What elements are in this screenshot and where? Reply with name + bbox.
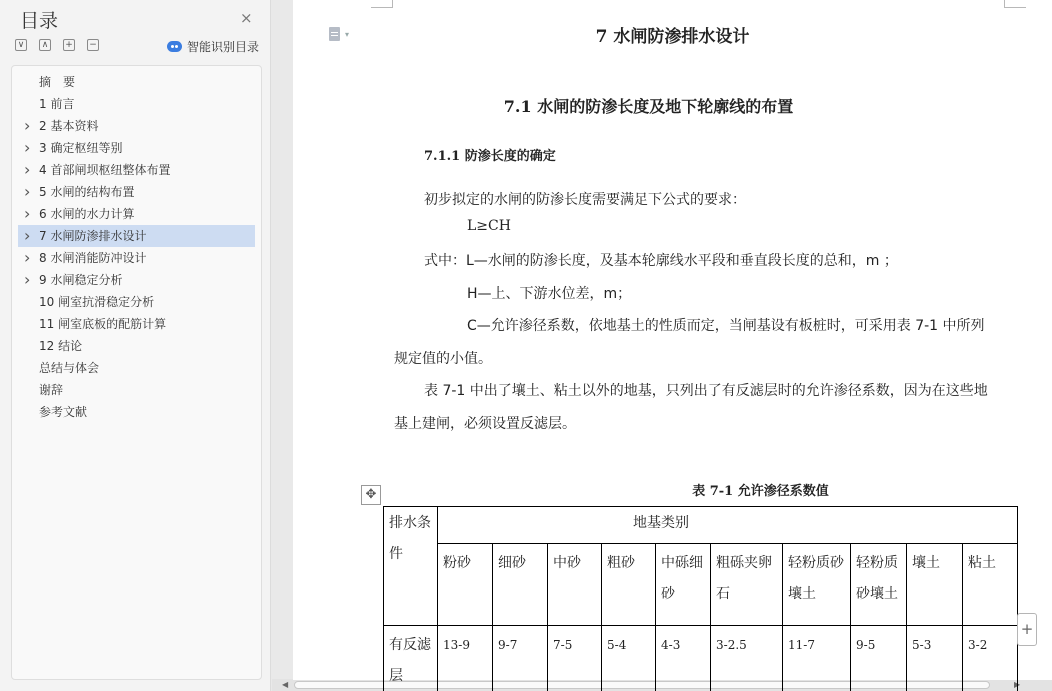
table-column-header: 轻粉质砂壤土: [783, 544, 851, 626]
table-cell: 3-2.5: [711, 626, 783, 691]
table-column-header: 中砂: [548, 544, 602, 626]
toc-item[interactable]: [18, 225, 255, 247]
toc-item[interactable]: [18, 357, 255, 379]
toc-item-label: 谢辞: [39, 383, 64, 397]
toc-item-label: 摘 要: [39, 75, 76, 89]
toc-item[interactable]: [18, 93, 255, 115]
table-column-header: 粉砂: [438, 544, 493, 626]
table-column-header: 细砂: [493, 544, 548, 626]
table-group-header: 地基类别: [438, 507, 1018, 544]
close-icon[interactable]: ×: [240, 9, 253, 27]
toc-item-label: 4 首部闸坝枢纽整体布置: [39, 163, 171, 177]
table-cell: 9-7: [493, 626, 548, 691]
ai-bot-icon: [167, 41, 182, 52]
table-cell: 7-5: [548, 626, 602, 691]
table-column-header: 中砾细砂: [656, 544, 711, 626]
table-cell: 5-4: [602, 626, 656, 691]
table-caption: 表 7-1 允许渗径系数值: [692, 484, 829, 499]
toc-item[interactable]: [18, 159, 255, 181]
toc-item[interactable]: [18, 137, 255, 159]
chevron-right-icon[interactable]: ›: [24, 116, 31, 135]
table-cell: 9-5: [851, 626, 907, 691]
table-header-row: [384, 544, 1018, 626]
chevron-right-icon[interactable]: ›: [24, 226, 31, 245]
permeability-table: [383, 506, 1021, 691]
table-cell: 3-2: [963, 626, 1018, 691]
remove-heading-icon[interactable]: −: [87, 39, 99, 51]
toc-item-label: 8 水闸消能防冲设计: [39, 251, 147, 265]
toc-item[interactable]: [18, 203, 255, 225]
collapse-all-icon[interactable]: ∨: [15, 39, 27, 51]
expand-up-icon[interactable]: ∧: [39, 39, 51, 51]
scroll-left-icon[interactable]: ◀: [282, 680, 289, 689]
toc-item[interactable]: [18, 71, 255, 93]
section-title: 7.1 水闸的防渗长度及地下轮廓线的布置: [503, 97, 794, 116]
toc-item-label: 1 前言: [39, 97, 75, 111]
toc-item-label: 7 水闸防渗排水设计: [39, 229, 147, 243]
toc-item-label: 2 基本资料: [39, 119, 99, 133]
table-row: [384, 626, 1018, 691]
page-margin-corner-left: [371, 0, 393, 8]
smart-toc-button[interactable]: [167, 38, 259, 55]
table-column-header: 壤土: [907, 544, 963, 626]
toc-item-label: 参考文献: [39, 405, 88, 419]
table-cell: 4-3: [656, 626, 711, 691]
toc-item[interactable]: [18, 269, 255, 291]
toc-item-label: 5 水闸的结构布置: [39, 185, 135, 199]
toc-item-label: 总结与体会: [39, 361, 100, 375]
toc-item[interactable]: [18, 313, 255, 335]
chevron-down-icon[interactable]: ▾: [345, 30, 350, 39]
table-move-handle[interactable]: ✥: [361, 485, 381, 505]
toc-item-label: 11 闸室底板的配筋计算: [39, 317, 167, 331]
toc-item[interactable]: [18, 335, 255, 357]
table-row-label: 有反滤层: [384, 626, 438, 691]
document-page: [293, 0, 1052, 684]
toc-item-label: 12 结论: [39, 339, 83, 353]
subsection-title: 7.1.1 防渗长度的确定: [424, 149, 556, 164]
table-column-header: 粘土: [963, 544, 1018, 626]
toc-sidebar: [0, 0, 271, 691]
table-column-header: 轻粉质砂壤土: [851, 544, 907, 626]
add-heading-icon[interactable]: +: [63, 39, 75, 51]
chapter-title: 7 水闸防渗排水设计: [595, 27, 750, 47]
chevron-right-icon[interactable]: ›: [24, 138, 31, 157]
add-button[interactable]: +: [1017, 613, 1037, 646]
toc-item-label: 6 水闸的水力计算: [39, 207, 135, 221]
sidebar-title: 目录: [20, 10, 59, 32]
toc-item-label: 9 水闸稳定分析: [39, 273, 123, 287]
paragraph-requirement: 初步拟定的水闸的防渗长度需要满足下公式的要求：: [424, 192, 746, 208]
toc-item-label: 10 闸室抗滑稳定分析: [39, 295, 155, 309]
toc-item[interactable]: [18, 401, 255, 423]
chevron-right-icon[interactable]: ›: [24, 204, 31, 223]
scroll-right-icon[interactable]: ▶: [1014, 680, 1021, 689]
table-cell: 13-9: [438, 626, 493, 691]
table-column-header: 粗砾夹卵石: [711, 544, 783, 626]
formula: L≥CH: [467, 218, 511, 234]
paragraph-table-note-cont: 基上建闸，必须设置反滤层。: [394, 416, 576, 432]
chevron-right-icon[interactable]: ›: [24, 160, 31, 179]
chevron-right-icon[interactable]: ›: [24, 248, 31, 267]
vertical-scrollbar[interactable]: [272, 0, 292, 680]
paragraph-definition-c-cont: 规定值的小值。: [394, 351, 492, 367]
table-cell: 5-3: [907, 626, 963, 691]
smart-toc-label: 智能识别目录: [187, 40, 260, 54]
toc-item[interactable]: [18, 181, 255, 203]
toc-item-label: 3 确定枢纽等别: [39, 141, 123, 155]
toc-item[interactable]: [18, 247, 255, 269]
toc-list: [11, 65, 262, 680]
toc-item[interactable]: [18, 115, 255, 137]
chevron-right-icon[interactable]: ›: [24, 270, 31, 289]
paragraph-definition-c: C—允许渗径系数，依地基土的性质而定，当闸基设有板桩时，可采用表 7-1 中所列: [467, 318, 985, 334]
page-margin-corner-right: [1004, 0, 1026, 8]
paragraph-definition-l: 式中：L—水闸的防渗长度，及基本轮廓线水平段和垂直段长度的总和，m ；: [424, 253, 898, 269]
toc-item[interactable]: [18, 379, 255, 401]
paragraph-definition-h: H—上、下游水位差，m；: [467, 286, 632, 302]
table-column-header: 粗砂: [602, 544, 656, 626]
table-corner-header: 排水条件: [384, 507, 438, 626]
paragraph-table-note: 表 7-1 中出了壤土、粘土以外的地基，只列出了有反滤层时的允许渗径系数，因为在这些地: [424, 383, 988, 399]
toc-item[interactable]: [18, 291, 255, 313]
chevron-right-icon[interactable]: ›: [24, 182, 31, 201]
table-cell: 11-7: [783, 626, 851, 691]
